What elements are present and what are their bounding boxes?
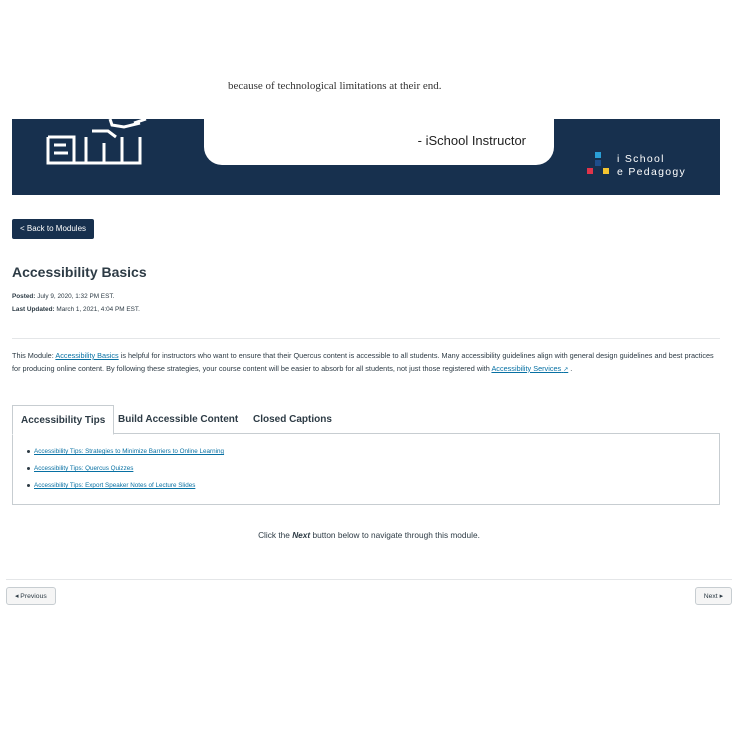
updated-value: March 1, 2021, 4:04 PM EST. — [56, 306, 140, 313]
module-link[interactable]: Accessibility Basics — [55, 351, 119, 360]
bullet-icon — [27, 484, 30, 487]
posted-value: July 9, 2020, 1:32 PM EST. — [37, 293, 115, 300]
quote-text: because of technological limitations at their end. — [228, 80, 442, 92]
ischool-logo-text — [617, 153, 686, 179]
accessibility-services-link[interactable] — [491, 364, 568, 373]
footer-divider — [6, 579, 732, 580]
ischool-logo-icon — [587, 152, 611, 176]
list-item — [27, 482, 195, 489]
note-pre: Click the — [258, 530, 293, 540]
logo-line-1: i School — [617, 153, 665, 165]
quote-bubble — [204, 80, 554, 165]
intro-suffix: . — [568, 363, 573, 373]
navigate-instruction — [0, 530, 738, 540]
intro-prefix: This Module: — [12, 351, 56, 360]
external-link-icon: ↗ — [563, 366, 569, 373]
list-item — [27, 448, 224, 455]
page-title: Accessibility Basics — [12, 264, 147, 280]
list-item — [27, 465, 133, 472]
header-banner — [12, 80, 720, 195]
tab-accessibility-tips[interactable]: Accessibility Tips — [12, 405, 114, 435]
tab-closed-captions[interactable]: Closed Captions — [253, 414, 332, 425]
backpack-illustration-icon — [46, 119, 156, 169]
intro-body: is helpful for instructors who want to ensure that their Quercus content is accessible to all students. Many accessibility guidelines align with general design guidelines and best practices for producing online content. By following these strategies, your course content will be easier to absorb for all students, not just those registered with — [12, 351, 714, 373]
previous-button[interactable]: ◂ Previous — [6, 587, 56, 605]
last-updated-date — [12, 306, 140, 313]
tip-link-quizzes[interactable]: Accessibility Tips: Quercus Quizzes — [34, 465, 134, 472]
bullet-icon — [27, 450, 30, 453]
tab-build-accessible-content[interactable]: Build Accessible Content — [118, 414, 239, 425]
divider — [12, 338, 720, 339]
next-button[interactable]: Next ▸ — [695, 587, 732, 605]
posted-label: Posted: — [12, 293, 36, 300]
back-to-modules-button[interactable]: < Back to Modules — [12, 219, 94, 239]
posted-date — [12, 293, 114, 300]
tab-panel — [12, 433, 720, 505]
bullet-icon — [27, 467, 30, 470]
note-post: button below to navigate through this module. — [310, 530, 480, 540]
accessibility-services-label: Accessibility Services — [491, 363, 562, 373]
updated-label: Last Updated: — [12, 306, 55, 313]
note-emphasis: Next — [292, 530, 311, 540]
quote-author: - iSchool Instructor — [417, 133, 526, 148]
tip-link-speaker-notes[interactable]: Accessibility Tips: Export Speaker Notes of Lecture Slides — [34, 482, 196, 489]
tip-link-barriers[interactable]: Accessibility Tips: Strategies to Minimize Barriers to Online Learning — [34, 448, 225, 455]
module-intro — [12, 350, 718, 376]
logo-line-2: e Pedagogy — [617, 166, 687, 178]
